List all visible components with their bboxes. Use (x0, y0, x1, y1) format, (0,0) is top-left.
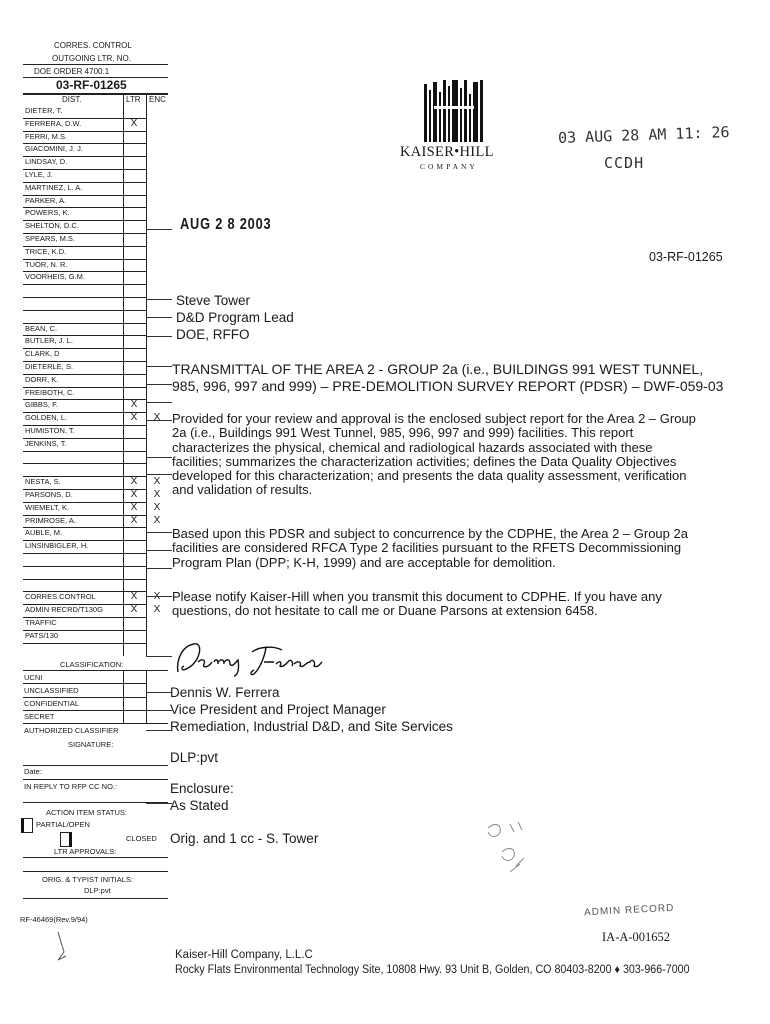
ccdh-stamp: CCDH (604, 154, 645, 172)
distribution-row-name: BEAN, C. (25, 323, 58, 333)
distribution-row-name: SPEARS, M.S. (25, 234, 76, 243)
enc-mark: X (153, 604, 161, 616)
faint-stamp-mark (480, 818, 540, 898)
signature (170, 632, 330, 680)
closed-label: CLOSED (126, 834, 157, 843)
class-unclassified: UNCLASSIFIED (24, 686, 79, 695)
enc-mark: X (153, 489, 161, 500)
para1-line: and validation of results. (172, 482, 313, 498)
ltr-mark: X (130, 591, 138, 603)
distribution-row-name: PATS/130 (25, 630, 59, 640)
ltr-mark: X (130, 399, 138, 411)
distribution-row-name: GIACOMINI, J. J. (25, 144, 83, 154)
logo-company: COMPANY (420, 162, 478, 171)
ltr-mark: X (130, 514, 138, 526)
distribution-row-name: AUBLE, M. (25, 528, 63, 538)
distribution-row-name: SHELTON, D.C. (25, 221, 79, 231)
distribution-row-name: DORR, K. (25, 374, 59, 384)
distribution-row-name: LYLE, J. (25, 170, 53, 179)
distribution-row-name: FERRI, M.S. (25, 131, 68, 141)
class-confidential: CONFIDENTIAL (24, 699, 80, 708)
enc-column-header: ENC (149, 95, 166, 104)
distribution-row-name: GIBBS, F. (25, 400, 58, 410)
partial-open-checkbox (21, 818, 33, 833)
ltr-mark: X (130, 489, 138, 500)
paragraph-review (172, 412, 717, 498)
form-number: RF-46469(Rev.9/94) (20, 915, 88, 924)
distribution-row-name: ADMIN RECRD/T130G (25, 605, 103, 615)
distribution-row-name: VOORHEIS, G.M. (25, 272, 86, 282)
addressee-title: D&D Program Lead (176, 310, 294, 325)
ltr-mark: X (130, 117, 138, 129)
outgoing-ltr-heading: OUTGOING LTR. NO. (52, 54, 131, 63)
para1-line: characterizes the physical, chemical and radiological hazards associated with these (172, 439, 653, 455)
letter-initials: DLP:pvt (170, 750, 219, 765)
para1-line: Provided for your review and approval is the enclosed subject report for the Area 2 – Group (172, 411, 696, 426)
distribution-row-name: TRAFFIC (25, 618, 57, 627)
bottom-doc-number: IA-A-001652 (602, 930, 671, 944)
distribution-row-name: FERRERA, D.W. (25, 118, 82, 128)
signature-label: SIGNATURE: (68, 740, 114, 749)
routing-form (0, 0, 175, 1024)
distribution-row-name: FREIBOTH, C. (25, 387, 75, 397)
footer-company: Kaiser-Hill Company, L.L.C (175, 949, 313, 961)
distribution-row-name: CORRES.CONTROL (25, 592, 96, 602)
in-reply-label: IN REPLY TO RFP CC NO.: (24, 782, 118, 791)
distribution-row-name: POWERS, K. (25, 208, 70, 218)
ltr-approvals-label: LTR APPROVALS: (54, 847, 117, 856)
para1-line: 2a (i.e., Buildings 991 West Tunnel, 985, 996, 997 and 999) facilities. This report (172, 425, 634, 441)
class-ucni: UCNI (24, 673, 43, 682)
date-label: Date: (24, 767, 42, 776)
distribution-row-name: MARTINEZ, L. A. (25, 182, 83, 192)
typist-initials: DLP:pvt (84, 886, 111, 895)
logo-wordmark: KAISER•HILL (400, 144, 494, 160)
para3-line: questions, do not hesitate to call me or Duane Parsons at extension 6458. (172, 603, 598, 619)
distribution-row-name: LINDSAY, D. (25, 157, 68, 167)
distribution-row-name: TRICE, K.D. (25, 246, 67, 256)
para1-line: developed for this characterization; and presents the data quality assessment, verification (172, 468, 687, 484)
addressee-name: Steve Tower (176, 293, 251, 308)
signer-name: Dennis W. Ferrera (170, 685, 280, 700)
footer-address: Rocky Flats Environmental Technology Site, 10808 Hwy. 93 Unit B, Golden, CO 80403-8200 ♦ 303-966-7000 (175, 964, 690, 976)
cc-line: Orig. and 1 cc - S. Tower (170, 831, 319, 846)
para3-line: Please notify Kaiser-Hill when you transmit this document to CDPHE. If you have any (172, 589, 662, 604)
ltr-column-header: LTR (126, 95, 141, 104)
subject-line-2: 985, 996, 997 and 999) – PRE-DEMOLITION SURVEY REPORT (PDSR) – DWF-059-03 (172, 378, 724, 394)
para2-line: Program Plan (DPP; K-H, 1999) and are acceptable for demolition. (172, 554, 556, 570)
corres-control-heading: CORRES. CONTROL (54, 41, 132, 50)
distribution-row-name: BUTLER, J. L. (25, 336, 73, 346)
letter-number: 03-RF-01265 (56, 78, 127, 92)
distribution-row-name: LINSINBIGLER, H. (25, 541, 89, 551)
classification-label: CLASSIFICATION: (60, 660, 124, 669)
reference-number: 03-RF-01265 (649, 250, 723, 264)
received-stamp: 03 AUG 28 AM 11: 26 (557, 123, 730, 147)
closed-checkbox (60, 832, 72, 847)
signer-title: Vice President and Project Manager (170, 702, 386, 717)
distribution-row-name: GOLDEN, L. (25, 413, 68, 423)
enc-mark: X (153, 514, 161, 526)
ltr-mark: X (130, 476, 138, 488)
distribution-row-name: WIEMELT, K. (25, 502, 70, 512)
authorized-classifier: AUTHORIZED CLASSIFIER (24, 726, 119, 735)
distribution-row-name: HUMISTON, T. (25, 426, 75, 435)
dist-column-header: DIST. (62, 95, 82, 104)
orig-typist-label: ORIG. & TYPIST INITIALS: (42, 875, 133, 884)
distribution-row-name: PARSONS, D. (25, 490, 73, 499)
action-status-label: ACTION ITEM STATUS: (46, 808, 127, 817)
doe-order: DOE ORDER 4700.1 (34, 67, 110, 76)
distribution-row-name: DIETER, T. (25, 106, 63, 115)
kaiser-hill-logo (398, 78, 502, 173)
enc-mark: X (153, 412, 161, 424)
kh-logo-icon (398, 78, 502, 148)
enclosure-value: As Stated (170, 798, 229, 813)
enc-mark: X (153, 476, 161, 488)
ltr-mark: X (130, 412, 138, 424)
distribution-row-name: DIETERLE, S. (25, 362, 73, 371)
distribution-row-name: PARKER, A. (25, 195, 67, 205)
para2-line: Based upon this PDSR and subject to concurrence by the CDPHE, the Area 2 – Group 2a (172, 526, 688, 541)
partial-open-label: PARTIAL/OPEN (36, 820, 90, 829)
distribution-row-name: NESTA, S. (25, 477, 61, 487)
enc-mark: X (153, 591, 161, 603)
paragraph-notify (172, 590, 717, 619)
ltr-mark: X (130, 604, 138, 616)
distribution-row-name: JENKINS, T. (25, 438, 67, 448)
distribution-row-name: TUOR, N. R. (25, 259, 68, 269)
distribution-row-name: PRIMROSE, A. (25, 515, 76, 525)
para1-line: facilities; summarizes the characterization activities; defines the Data Quality Objectives (172, 453, 677, 469)
date-stamp: AUG 2 8 2003 (180, 216, 272, 233)
class-secret: SECRET (24, 712, 55, 721)
admin-record-stamp: ADMIN RECORD (583, 902, 675, 919)
ltr-mark: X (130, 501, 138, 513)
enclosure-label: Enclosure: (170, 781, 234, 796)
distribution-row-name: CLARK, D (25, 349, 60, 359)
pencil-mark (50, 930, 80, 970)
enc-mark: X (153, 501, 161, 513)
subject-line-1: TRANSMITTAL OF THE AREA 2 - GROUP 2a (i.e., BUILDINGS 991 WEST TUNNEL, (172, 361, 704, 377)
addressee-org: DOE, RFFO (176, 327, 250, 342)
para2-line: facilities are considered RFCA Type 2 facilities pursuant to the RFETS Decommissioning (172, 540, 682, 556)
signer-division: Remediation, Industrial D&D, and Site Services (170, 719, 453, 734)
paragraph-pdsr (172, 527, 717, 570)
